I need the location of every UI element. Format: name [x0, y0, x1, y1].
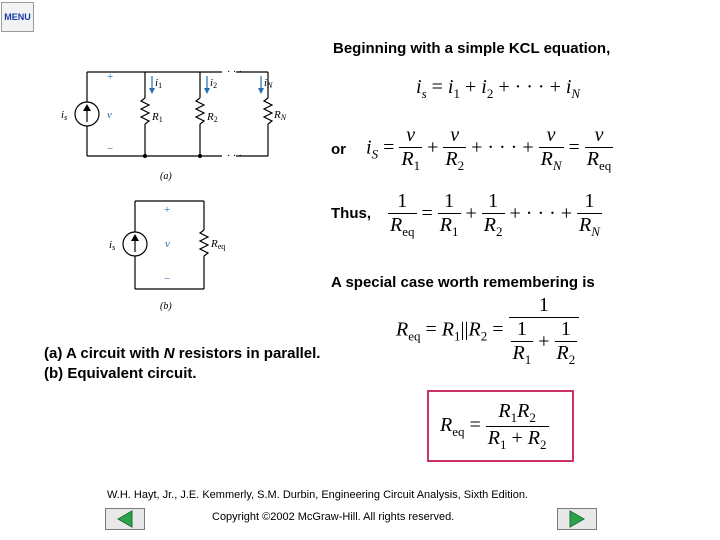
voltage-label: v	[107, 109, 112, 121]
boxed-equation: $R_{eq}$ = $\frac{R_1R_2}{R_1 + R_2}$	[440, 400, 547, 452]
special-case-text: A special case worth remembering is	[331, 274, 595, 291]
resistor-req-label: Req	[211, 238, 226, 251]
top-dots: · · ·	[227, 67, 242, 78]
or-label: or	[331, 141, 346, 158]
bottom-dots: · · ·	[227, 151, 242, 162]
voltage-form-equation: $i_S$ = $\frac{v}{R_1}$ + $\frac{v}{R_2}$ + · · · + $\frac{v}{R_N}$ = $\frac{v}{R_{eq}}$	[366, 124, 612, 173]
plus-sign: +	[107, 71, 114, 83]
menu-button[interactable]: MENU	[1, 2, 34, 32]
plus-sign-b: +	[164, 204, 171, 216]
previous-button[interactable]	[105, 508, 145, 530]
resistor-r2-label: R2	[207, 111, 218, 124]
resistor-rN-label: RN	[274, 109, 287, 122]
figure-b-label: (b)	[160, 301, 172, 312]
current-iN-label: iN	[264, 77, 273, 90]
kcl-equation: $i_s = i_1 + i_2$ + · · · + $i_N$	[416, 76, 581, 101]
minus-sign-b: −	[164, 273, 171, 285]
circuit-a-diagram	[60, 64, 290, 186]
circuit-b-diagram	[108, 196, 248, 314]
two-resistor-equation: $R_{eq} = R_1||R_2$ = 1 $\frac{1}{R_1}$ + $\frac{1}{R_2}$	[396, 294, 579, 368]
kcl-intro-text: Beginning with a simple KCL equation,	[333, 40, 611, 57]
req-sum-equation: $\frac{1}{R_{eq}}$ = $\frac{1}{R_1}$ + $\frac{1}{R_2}$ + · · · + $\frac{1}{R_N}$	[390, 190, 600, 239]
current-i1-label: i1	[155, 77, 163, 90]
copyright-text: Copyright ©2002 McGraw-Hill. All rights reserved.	[212, 511, 455, 523]
next-arrow-icon	[558, 509, 596, 529]
current-i2-label: i2	[210, 77, 218, 90]
voltage-label-b: v	[165, 238, 170, 250]
thus-label: Thus,	[331, 205, 371, 222]
figure-a-label: (a)	[160, 171, 172, 182]
previous-arrow-icon	[106, 509, 144, 529]
next-button[interactable]	[557, 508, 597, 530]
citation-text: W.H. Hayt, Jr., J.E. Kemmerly, S.M. Durbin, Engineering Circuit Analysis, Sixth Edition.	[107, 489, 528, 501]
source-label: is	[61, 109, 68, 122]
source-label-b: is	[109, 239, 116, 252]
resistor-r1-label: R1	[152, 111, 163, 124]
minus-sign: −	[107, 143, 114, 155]
figure-caption: (a) A circuit with N resistors in parallel. (b) Equivalent circuit.	[44, 345, 321, 382]
